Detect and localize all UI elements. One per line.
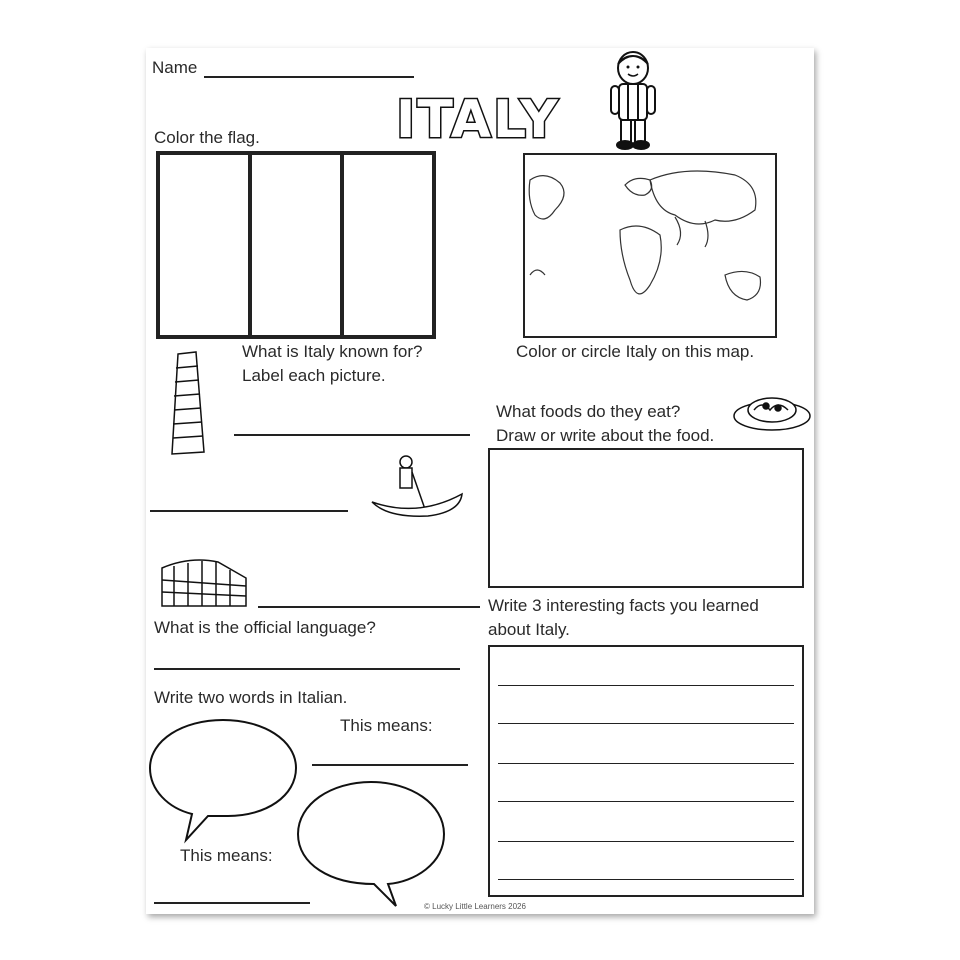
fact-line[interactable] bbox=[498, 841, 794, 842]
page-title: ITALY bbox=[396, 90, 560, 150]
flag-divider bbox=[248, 155, 252, 335]
label-line-gondola[interactable] bbox=[150, 510, 348, 512]
footer-copyright: © Lucky Little Learners 2026 bbox=[424, 902, 526, 911]
facts-line2: about Italy. bbox=[488, 620, 570, 639]
fact-line[interactable] bbox=[498, 801, 794, 802]
this-means-label-1: This means: bbox=[340, 716, 433, 735]
flag-prompt: Color the flag. bbox=[154, 128, 260, 147]
fact-line[interactable] bbox=[498, 879, 794, 880]
label-line-tower[interactable] bbox=[234, 434, 470, 436]
facts-box bbox=[488, 645, 804, 897]
flag-divider bbox=[340, 155, 344, 335]
language-line[interactable] bbox=[154, 668, 460, 670]
foods-line2: Draw or write about the food. bbox=[496, 426, 715, 445]
known-for-line2: Label each picture. bbox=[242, 366, 386, 385]
known-for-line1: What is Italy known for? bbox=[242, 342, 423, 361]
speech-bubble-1-icon[interactable] bbox=[148, 716, 298, 844]
leaning-tower-icon bbox=[164, 350, 210, 456]
this-means-label-2: This means: bbox=[180, 846, 273, 865]
gondola-icon bbox=[368, 452, 468, 524]
fact-line[interactable] bbox=[498, 685, 794, 686]
means-line-2[interactable] bbox=[154, 902, 310, 904]
food-drawing-box[interactable] bbox=[488, 448, 804, 588]
boy-icon bbox=[598, 48, 668, 154]
fact-line[interactable] bbox=[498, 763, 794, 764]
italian-words-prompt: Write two words in Italian. bbox=[154, 688, 348, 707]
spaghetti-icon bbox=[732, 386, 812, 434]
foods-line1: What foods do they eat? bbox=[496, 402, 681, 421]
world-map-icon bbox=[525, 155, 775, 336]
flag-box[interactable] bbox=[156, 151, 436, 339]
world-map-box[interactable] bbox=[523, 153, 777, 338]
facts-line1: Write 3 interesting facts you learned bbox=[488, 596, 759, 615]
colosseum-icon bbox=[160, 554, 250, 608]
name-label: Name bbox=[152, 58, 198, 77]
speech-bubble-2-icon[interactable] bbox=[296, 778, 446, 908]
fact-line[interactable] bbox=[498, 723, 794, 724]
map-prompt: Color or circle Italy on this map. bbox=[516, 342, 755, 361]
language-prompt: What is the official language? bbox=[154, 618, 376, 637]
worksheet-page bbox=[146, 48, 814, 914]
name-line[interactable] bbox=[204, 76, 414, 78]
means-line-1[interactable] bbox=[312, 764, 468, 766]
label-line-colosseum[interactable] bbox=[258, 606, 480, 608]
